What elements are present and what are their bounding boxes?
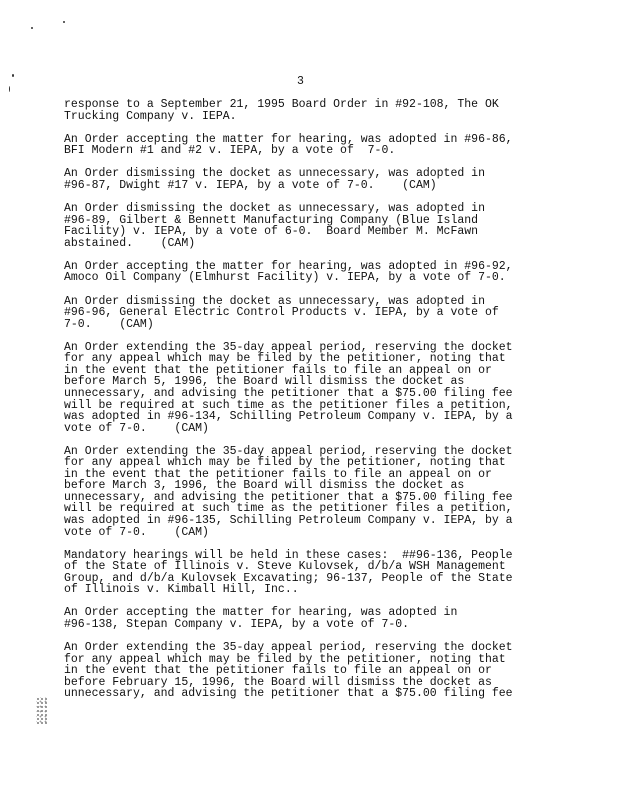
text-line: unnecessary, and advising the petitioner that a $75.00 filing fee: [64, 687, 513, 701]
order-paragraph: [64, 261, 544, 284]
document-body: [64, 99, 544, 712]
scan-speck: [12, 74, 14, 77]
text-line: Mandatory hearings will be held in these cases: ##96-136, People: [64, 548, 513, 562]
text-line: BFI Modern #1 and #2 v. IEPA, by a vote of 7-0.: [64, 144, 396, 158]
text-line: in the event that the petitioner fails to file an appeal on or: [64, 363, 492, 377]
text-line: abstained. (CAM): [64, 236, 196, 250]
text-line: #96-138, Stepan Company v. IEPA, by a vote of 7-0.: [64, 618, 410, 632]
text-line: was adopted in #96-134, Schilling Petroleum Company v. IEPA, by a: [64, 410, 513, 424]
text-line: vote of 7-0. (CAM): [64, 421, 209, 435]
text-line: for any appeal which may be filed by the petitioner, noting that: [64, 352, 506, 366]
text-line: of the State of Illinois v. Steve Kulovsek, d/b/a WSH Management: [64, 560, 506, 574]
text-line: for any appeal which may be filed by the petitioner, noting that: [64, 652, 506, 666]
text-line: of Illinois v. Kimball Hill, Inc..: [64, 583, 299, 597]
text-line: unnecessary, and advising the petitioner that a $75.00 filing fee: [64, 490, 513, 504]
scan-speck: [63, 21, 65, 23]
text-line: An Order accepting the matter for hearing, was adopted in: [64, 606, 458, 620]
order-paragraph: [64, 642, 544, 700]
text-line: in the event that the petitioner fails to file an appeal on or: [64, 664, 492, 678]
text-line: An Order extending the 35-day appeal period, reserving the docket: [64, 641, 513, 655]
text-line: An Order extending the 35-day appeal period, reserving the docket: [64, 340, 513, 354]
text-line: before February 15, 1996, the Board will dismiss the docket as: [64, 675, 492, 689]
order-paragraph: [64, 168, 544, 191]
text-line: An Order accepting the matter for hearing, was adopted in #96-86,: [64, 132, 513, 146]
text-line: An Order dismissing the docket as unnecessary, was adopted in: [64, 167, 485, 181]
order-paragraph: [64, 607, 544, 630]
order-paragraph: [64, 296, 544, 331]
text-line: Trucking Company v. IEPA.: [64, 109, 237, 123]
text-line: Amoco Oil Company (Elmhurst Facility) v. IEPA, by a vote of 7-0.: [64, 271, 506, 285]
order-paragraph: [64, 203, 544, 249]
text-line: vote of 7-0. (CAM): [64, 525, 209, 539]
order-paragraph: [64, 550, 544, 596]
order-paragraph: [64, 99, 544, 122]
text-line: before March 3, 1996, the Board will dismiss the docket as: [64, 479, 465, 493]
text-line: for any appeal which may be filed by the petitioner, noting that: [64, 456, 506, 470]
text-line: unnecessary, and advising the petitioner that a $75.00 filing fee: [64, 386, 513, 400]
order-paragraph: [64, 134, 544, 157]
scan-speck: [31, 27, 33, 29]
order-paragraph: [64, 446, 544, 538]
page-number: 3: [297, 75, 304, 88]
text-line: An Order dismissing the docket as unnecessary, was adopted in: [64, 202, 485, 216]
text-line: will be required at such time as the petitioner files a petition,: [64, 398, 513, 412]
scan-speck: [9, 86, 10, 92]
text-line: response to a September 21, 1995 Board Order in #92-108, The OK: [64, 98, 499, 111]
text-line: was adopted in #96-135, Schilling Petroleum Company v. IEPA, by a: [64, 514, 513, 528]
text-line: #96-96, General Electric Control Products v. IEPA, by a vote of: [64, 306, 499, 320]
text-line: in the event that the petitioner fails to file an appeal on or: [64, 467, 492, 481]
text-line: #96-87, Dwight #17 v. IEPA, by a vote of 7-0. (CAM): [64, 178, 437, 192]
text-line: will be required at such time as the petitioner files a petition,: [64, 502, 513, 516]
order-paragraph: [64, 342, 544, 434]
text-line: An Order dismissing the docket as unnecessary, was adopted in: [64, 294, 485, 308]
text-line: Facility) v. IEPA, by a vote of 6-0. Board Member M. McFawn: [64, 225, 479, 239]
text-line: Group, and d/b/a Kulovsek Excavating; 96-137, People of the State: [64, 571, 513, 585]
text-line: An Order accepting the matter for hearing, was adopted in #96-92,: [64, 259, 513, 273]
text-line: 7-0. (CAM): [64, 317, 154, 331]
text-line: before March 5, 1996, the Board will dismiss the docket as: [64, 375, 465, 389]
text-line: #96-89, Gilbert & Bennett Manufacturing Company (Blue Island: [64, 213, 479, 227]
scan-mark: [36, 697, 48, 725]
text-line: An Order extending the 35-day appeal period, reserving the docket: [64, 444, 513, 458]
